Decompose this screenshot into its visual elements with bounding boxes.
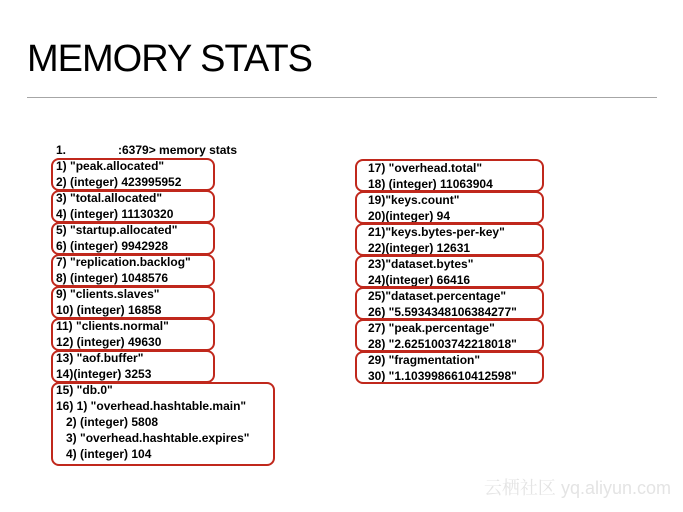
output-line: 20)(integer) 94 [368,209,451,223]
output-line: 12) (integer) 49630 [56,335,162,349]
output-line: 3) "total.allocated" [56,191,163,205]
output-line: 28) "2.6251003742218018" [368,337,517,351]
output-line: 7) "replication.backlog" [56,255,191,269]
page-title: MEMORY STATS [27,38,313,80]
output-line: 2) (integer) 423995952 [56,175,182,189]
command-text: :6379> memory stats [118,143,238,157]
output-line: 16) 1) "overhead.hashtable.main" [56,399,247,413]
output-line: 24)(integer) 66416 [368,273,471,287]
highlight-box [51,158,215,191]
command-number: 1. [56,143,67,157]
highlight-box [355,255,544,288]
output-line: 18) (integer) 11063904 [368,177,493,191]
highlight-box [51,190,215,223]
highlight-box [355,223,544,256]
output-line: 25)"dataset.percentage" [368,289,507,303]
command-line [56,142,237,158]
output-line: 17) "overhead.total" [368,161,483,175]
highlight-box [355,319,544,352]
highlight-box [51,318,215,351]
output-line: 3) "overhead.hashtable.expires" [56,431,250,445]
output-line: 15) "db.0" [56,383,113,397]
output-line: 21)"keys.bytes-per-key" [368,225,505,239]
output-line: 11) "clients.normal" [56,319,169,333]
highlight-box [355,159,544,192]
output-line: 23)"dataset.bytes" [368,257,474,271]
output-line: 9) "clients.slaves" [56,287,160,301]
output-line: 2) (integer) 5808 [56,415,159,429]
output-line: 6) (integer) 9942928 [56,239,169,253]
output-line: 14)(integer) 3253 [56,367,152,381]
highlight-box [355,191,544,224]
output-line: 10) (integer) 16858 [56,303,162,317]
title-divider [27,97,657,98]
output-line: 19)"keys.count" [368,193,460,207]
highlight-box [51,254,215,287]
highlight-box [51,222,215,255]
output-line: 26) "5.5934348106384277" [368,305,517,319]
highlight-box [355,351,544,384]
output-line: 8) (integer) 1048576 [56,271,169,285]
highlight-box [355,287,544,320]
output-line: 30) "1.1039986610412598" [368,369,517,383]
watermark: 云栖社区 yq.aliyun.com [483,478,671,498]
output-line: 1) "peak.allocated" [56,159,165,173]
output-line: 4) (integer) 11130320 [56,207,174,221]
output-line: 27) "peak.percentage" [368,321,495,335]
output-line: 22)(integer) 12631 [368,241,471,255]
output-line: 4) (integer) 104 [56,447,152,461]
highlight-box [51,350,215,383]
highlight-box [51,382,275,466]
output-line: 29) "fragmentation" [368,353,481,367]
highlight-box [51,286,215,319]
output-line: 5) "startup.allocated" [56,223,178,237]
output-line: 13) "aof.buffer" [56,351,144,365]
